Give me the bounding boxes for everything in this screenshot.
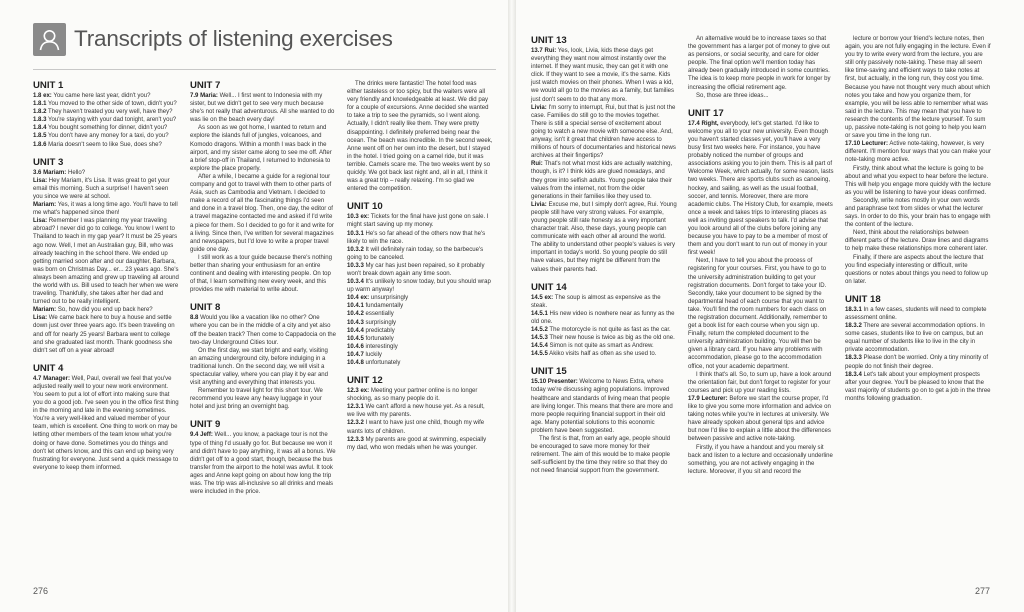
header-divider (33, 69, 496, 70)
line-text: It's unlikely to snow today, but you should wrap up warm anyway! (347, 279, 491, 294)
line-text: You came here last year, didn't you? (51, 93, 151, 99)
unit-heading: UNIT 3 (33, 156, 64, 168)
line-label: 14.5 ex: (531, 294, 554, 301)
line-label: 12.3.2 (347, 420, 364, 427)
line-text: unfortunately (363, 360, 401, 366)
transcript-section (688, 108, 834, 476)
transcript-section (33, 157, 179, 355)
line-label: 1.8.1 (33, 101, 47, 108)
transcript-line (190, 124, 336, 173)
transcript-line (347, 278, 493, 294)
transcript-line (33, 100, 179, 108)
line-text: Next, I have to tell you about the process of registering for your courses. First, you have to go to the university administration building to get your registration documents. Don't forget to take your ID. Secondly, take your document to be signed by the departmental head of each course that you want to take. You'll find the room numbers for each class on the registration document. Additionally, remember to get a book list for each course when you sign up. Finally, return the completed document to the university administration building. You will then be given a library card. If you have any problems with accommodation, please go to the accommodation office, not your academic department. (688, 258, 828, 370)
page-title: Transcripts of listening exercises (74, 26, 393, 51)
line-text: That's not what most kids are actually watching, though, is it? I think kids are glued nowadays, and they grow into selfish adults. Young people take their values from the internet, not from the older generations in their families like they used to. (531, 161, 673, 200)
transcript-section (190, 302, 336, 411)
line-label: 1.8.6 (33, 141, 47, 148)
unit-heading: UNIT 13 (531, 35, 567, 46)
transcript-line (688, 120, 834, 258)
line-text: We came back here to buy a house and settle down just over three years ago. It's been traveling on and off for nearly 25 years! Barbara went to college and she graduated last month. Thank goodness she didn't set off on a year abroad! (33, 315, 175, 354)
line-text: The soup is almost as expensive as the steak. (531, 294, 661, 309)
line-label: 12.3.3 (347, 436, 364, 443)
transcript-line (33, 201, 179, 217)
line-text: Finally, if there are aspects about the lecture that you find especially interesting or difficult, write questions or notes about things you need to follow up on later. (845, 254, 988, 285)
transcript-line (347, 319, 493, 327)
line-text: I think that's all. So, to sum up, have a look around the orientation fair, but don't forget to register for your courses and pick up your reading lists. (688, 371, 832, 394)
page-number-right: 277 (975, 586, 991, 596)
line-text: unsurprisingly (369, 295, 409, 302)
unit-heading: UNIT 12 (347, 375, 383, 387)
transcript-line (845, 35, 991, 140)
line-text: lecture or borrow your friend's lecture notes, then again, you are not fully engaging in the lecture. Even if you try to write every word from the lecture, you are still only passively note-taking. These may all seem like time-saving and efficient ways to take notes at first, but actually, in the long run, they cost you time. Because you have not thought very much about which notes you take and how you organize them, for example, you will be less able to remember what was said in the lecture. This may mean that you have to research the contents of the lecture yourself. To sum up, passive note-taking is not going to help you learn or save you time in the long run. (845, 36, 991, 140)
line-text: Next, think about the relationships between different parts of the lecture. Draw lines and diagrams to help make these relationships more coherent later. (845, 230, 989, 253)
unit-heading: UNIT 17 (688, 107, 724, 119)
line-text: Secondly, write notes mostly in your own words and paraphrase text from slides or what the lecturer says. In order to do this, your brain has to engage with the content of the lecture. (845, 197, 991, 229)
line-text: I still work as a tour guide because there's nothing better than sharing your enthusiasm for an entire continent and dealing with interesting people. On top of that, I learn something new every week, and this provides me with material to write about. (190, 254, 332, 294)
person-head-icon (33, 23, 66, 56)
transcript-line (688, 92, 834, 100)
transcript-line (33, 169, 179, 177)
line-text: There are several accommodation options. In some cases, students like to live on campus, but an equal number of students like to live in the city in private accommodation. (845, 323, 985, 354)
transcript-line (531, 201, 677, 274)
line-label: Lisa: (33, 177, 48, 184)
line-label: 1.8 ex: (33, 93, 52, 99)
line-label: 17.4 Right, (688, 120, 719, 127)
line-text: Simon is not quite as smart as Andrew. (547, 343, 654, 350)
line-label: 14.5.2 (531, 327, 548, 333)
transcript-line (845, 229, 991, 253)
column-1 (33, 80, 179, 480)
line-text: Before we start the course proper, I'd like to give you some more information and advice on taking notes while you're in lectures at university. We have already spoken about general tips and advice but now I'd like to explain a little about the differences between passive and active note-taking. (688, 395, 831, 443)
line-label: 10.4.4 (347, 327, 364, 334)
line-text: He's so far ahead of the others now that he's likely to win the race. (347, 230, 486, 245)
line-label: 10.4.8 (347, 360, 364, 366)
line-label: 18.3.2 (845, 323, 862, 330)
line-label: 10.4.1 (347, 303, 364, 310)
line-text: As soon as we got home, I wanted to return and explore the islands full of jungles, volcanoes, and Komodo dragons. Within a month I was back in the airport, and my sister came along to see me off. After a brief stop-off in Thailand, I returned to Indonesia to explore the place properly. (190, 125, 332, 172)
line-text: In a few cases, students will need to complete assessment online. (845, 306, 987, 321)
line-text: interestingly (363, 343, 398, 350)
unit-heading: UNIT 9 (190, 419, 221, 431)
unit-heading: UNIT 4 (33, 362, 64, 374)
line-text: Meeting your partner online is no longer shocking, as so many people do it. (347, 388, 478, 403)
transcript-section (347, 80, 493, 193)
unit-heading: UNIT 18 (845, 293, 881, 305)
line-label: 10.4.7 (347, 351, 364, 358)
line-label: Rui: (531, 161, 543, 168)
line-label: 1.8.4 (33, 125, 47, 132)
column-3 (347, 80, 493, 460)
line-text: The drinks were fantastic! The hotel food was either tasteless or too spicy, but the waiters were all very friendly and knowledgeable at least. We did pay for a couple of excursions. Anne decided she wanted to take a trip to see the pyramids, so I went along. Actually, I didn't really like them. They were pretty disappointing. I definitely preferred being near the ocean. The beach was incredible. In the second week, Anne went off on her own into the desert, but I stayed in the hotel. I tried going on a camel ride, but it was terrible. Camels scare me. The two weeks went by so quickly. We got back last night and, all in all, I think it was a great trip – really relaxing. I'm so glad we entered the competition. (347, 81, 493, 193)
transcript-line (190, 431, 336, 496)
transcript-line (688, 395, 834, 444)
column-5 (688, 35, 834, 484)
line-label: 10.3.1 (347, 230, 364, 237)
line-text: fortunately (363, 335, 394, 342)
transcript-section (33, 80, 179, 149)
book-gutter (508, 0, 516, 612)
transcript-line (190, 254, 336, 294)
line-text: Their new house is twice as big as the old one. (547, 335, 675, 342)
line-text: The motorcycle is not quite as fast as the car. (547, 327, 671, 333)
line-text: My parents are good at swimming, especially my dad, who won medals when he was younger. (347, 436, 487, 451)
transcript-line (845, 371, 991, 403)
line-text: Remember to travel light for this short tour. We recommend you leave any heavy luggage in your hotel and just bring an overnight bag. (190, 388, 323, 411)
line-text: Excuse me, but I simply don't agree, Rui. Young people still have very strong values. For example, young people still rate honesty as a very important character trait. Also, these days, young people can communicate with each other all around the world. The ability to understand other people's values is very important in today's world. So young people do still have values, but they might be different from the values their parents had. (531, 201, 677, 273)
unit-heading: UNIT 15 (531, 366, 567, 378)
transcript-section (347, 375, 493, 452)
line-text: Active note-taking, however, is very different. I'll mention four ways that you can make your note-taking more active. (845, 141, 991, 164)
transcript-line (190, 173, 336, 254)
line-text: After a while, I became a guide for a regional tour company and got to travel with them to other parts of Asia, such as Cambodia and Vietnam. I decided to make a record of all the fascinating things I'd seen and done in a travel blog. Then, one day, the editor of a travel magazine contacted me and asked if I'd write a piece for them. So I decided to go for it and write for a living. Since then, I've written for several magazines and newspapers, but I'd love to write a proper travel guide one day. (190, 173, 334, 253)
transcript-line (190, 314, 336, 346)
line-label: 18.3.1 (845, 306, 862, 313)
transcript-section (190, 80, 336, 294)
transcript-line (33, 108, 179, 116)
line-text: It will definitely rain today, so the barbecue's going to be canceled. (347, 246, 484, 261)
transcript-section (347, 201, 493, 367)
transcript-line (33, 314, 179, 354)
line-label: 14.5.1 (531, 310, 548, 317)
transcript-line (33, 116, 179, 124)
transcript-line (845, 165, 991, 197)
transcript-line (347, 302, 493, 310)
transcript-line (33, 306, 179, 314)
line-label: 12.3 ex: (347, 388, 370, 395)
line-text: Remember I was planning my year traveling abroad? I never did go to college. You know I went to Thailand to teach in my gap year? It must be 25 years ago now. Well, I met an Australian guy, Bill, who was already teaching in the school there. We ended up getting married soon after and our daughter, Barbara, was born on Christmas Day... er... 23 years ago. She's always been amazing and grew up traveling all around the world with us. Bill used to teach her when we were traveling. Thankfully, she takes after her dad and turned out to be really intelligent. (33, 218, 179, 306)
transcript-line (531, 47, 677, 104)
transcript-line (531, 378, 677, 435)
transcript-line (531, 334, 677, 342)
transcript-line (845, 254, 991, 286)
line-label: 1.8.2 (33, 109, 47, 116)
line-text: Hello? (66, 169, 86, 176)
transcript-section (190, 419, 336, 496)
line-label: 9.4 Jeff: (190, 432, 213, 439)
line-text: Maria doesn't seem to like Sue, does she? (46, 141, 162, 148)
line-label: Livia: (531, 201, 547, 208)
line-text: We can't afford a new house yet. As a result, we live with my parents. (347, 404, 485, 419)
line-label: 14.5.5 (531, 351, 548, 358)
page-number-left: 276 (33, 586, 49, 596)
transcript-line (347, 262, 493, 278)
line-label: 10.4.6 (347, 343, 364, 350)
line-label: 17.10 Lecturer: (845, 141, 889, 148)
line-text: You moved to the other side of town, didn't you? (46, 101, 177, 108)
unit-heading: UNIT 14 (531, 281, 567, 293)
transcript-line (33, 375, 179, 472)
line-text: Yes, look, Livia, kids these days get everything they want now almost instantly over the internet. If they want music, they can get it with one click. If they want to see a movie, it's the same. Kids just watch movies on their phones. When I was a kid, we would all go to the movies as a family, but families just don't seem to do that any more. (531, 48, 675, 103)
line-label: 15.10 Presenter: (531, 379, 578, 386)
line-text: everybody, let's get started. I'd like to welcome you all to your new university. Even though you haven't started classes yet, you'll have a very busy first two weeks here. For instance, you have probably noticed the number of groups and associations asking you to join them. This is all part of Welcome Week, which actually, for some reason, lasts two weeks. There are sports clubs such as canoeing, hockey, and sailing, as well as the usual football, soccer, and tennis. Moreover, there are more academic clubs. The History Club, for example, meets once a week and takes trips to interesting places as well as inviting guest speakers to talk. I'd advise that you look around all of the clubs before joining any because you have to pay to be a member of most of them and you don't want to run out of money in your first week! (688, 120, 834, 257)
line-text: Well... I first went to Indonesia with my sister, but we didn't get to see very much because she's not really that adventurous. All she wanted to do was lie on the beach every day! (190, 93, 335, 124)
transcript-section (531, 366, 677, 475)
transcript-section (845, 294, 991, 403)
line-text: Firstly, think about what the lecture is going to be about and what you expect to hear before the lecture. This will help you engage more quickly with the lecture as you will be listening to have your ideas confirmed. (845, 165, 991, 196)
transcript-line (531, 294, 677, 310)
transcript-line (688, 35, 834, 92)
line-label: 14.5.4 (531, 343, 548, 350)
transcript-line (347, 436, 493, 452)
transcript-line (531, 326, 677, 334)
transcript-line (688, 257, 834, 370)
line-label: 8.8 (190, 315, 199, 322)
line-label: 10.3.4 (347, 279, 364, 286)
line-text: predictably (363, 327, 395, 334)
transcript-line (347, 343, 493, 351)
transcript-line (347, 213, 493, 229)
line-label: 10.4.3 (347, 319, 364, 326)
line-text: Would you like a vacation like no other? One where you can be in the middle of a city and yet also off the beaten track? Then come to Cappadocia on the two-day Underground Cities tour. (190, 315, 337, 346)
unit-heading: UNIT 1 (33, 80, 64, 91)
transcript-line (845, 322, 991, 354)
transcript-line (33, 132, 179, 140)
transcript-line (347, 419, 493, 435)
line-text: Well, Paul, overall we feel that you've adjusted really well to your new work environment. You seem to put a lot of effort into making sure that you do a good job. I've seen you in the office first thing in the morning and late in the evening sometimes. You're a very well-liked and valued member of your team, which is excellent. One thing to work on may be letting other members of the team know what you're doing or have done. Sometimes you do things and don't let others know, and this can end up being very frustrating for everyone. Just send a quick message to everyone to keep them informed. (33, 375, 179, 471)
line-text: My car has just been repaired, so it probably won't break down again any time soon. (347, 262, 485, 277)
transcript-line (347, 294, 493, 302)
transcript-line (531, 435, 677, 475)
transcript-section (845, 35, 991, 286)
line-text: On the first day, we start bright and early, visiting an amazing underground city, before indulging in a traditional lunch. On the second day, we will visit a spectacular valley, where you can play it by ear and visit anything and everything that interests you. (190, 347, 329, 387)
line-label: 1.8.3 (33, 117, 47, 124)
transcript-line (347, 327, 493, 335)
transcript-line (531, 104, 677, 161)
transcript-line (33, 141, 179, 149)
transcript-line (190, 92, 336, 124)
line-text: You bought something for dinner, didn't you? (46, 125, 168, 132)
line-text: I'm sorry to interrupt, Rui, but that is just not the case. Families do still go to the movies together. There is still a special sense of excitement about going to watch a new movie with someone else. And, anyway, isn't it great that children have access to millions of hours of documentaries and historical news archives at their fingertips? (531, 104, 676, 160)
transcript-section (531, 35, 677, 274)
transcript-line (845, 140, 991, 164)
transcript-line (33, 217, 179, 306)
transcript-line (33, 92, 179, 100)
line-text: Tickets for the final have just gone on sale. I might start saving up my money. (347, 214, 489, 229)
line-label: 10.3.2 (347, 246, 364, 253)
line-text: Let's talk about your employment prospects after your degree. You'll be pleased to know that the vast majority of students go on to get a job in the three months following graduation. (845, 371, 991, 402)
transcript-line (688, 444, 834, 476)
line-text: So, how did you end up back here? (56, 307, 153, 314)
line-text: His new video is nowhere near as funny as the old one. (531, 310, 675, 325)
line-text: Well... you know, a package tour is not the type of thing I'd usually go for. But because we won it and didn't have to pay anything, it was all a bonus. We didn't get off to a good start, though, because the bus transfer from the airport to the hotel was awful. It took ages and Anne kept going on about how long the trip was. The trip was all-inclusive so all drinks and meals were included in the price. (190, 432, 336, 496)
column-6 (845, 35, 991, 411)
line-text: Hey Mariam, it's Lisa. It was great to get your email this morning. Such a surprise! I haven't seen you since we were at school. (33, 177, 170, 200)
line-label: 4.7 Manager: (33, 375, 70, 382)
line-label: 3.6 Mariam: (33, 169, 67, 176)
line-text: You don't have any money for a taxi, do you? (46, 133, 169, 140)
line-text: Akiko visits half as often as she used to. (547, 351, 657, 358)
line-label: 10.3 ex: (347, 214, 370, 221)
line-label: 7.9 Maria: (190, 93, 218, 99)
line-label: Mariam: (33, 307, 57, 314)
line-label: 10.4.5 (347, 335, 364, 342)
column-2 (190, 80, 336, 504)
line-label: 18.3.4 (845, 371, 862, 378)
transcript-section (33, 363, 179, 472)
transcript-line (845, 306, 991, 322)
transcript-line (845, 354, 991, 370)
transcript-line (531, 310, 677, 326)
transcript-line (190, 347, 336, 387)
line-text: They haven't treated you very well, have they? (46, 109, 173, 116)
transcript-line (347, 310, 493, 318)
transcript-line (347, 387, 493, 403)
transcript-section (531, 282, 677, 359)
transcript-line (845, 197, 991, 229)
line-label: Lisa: (33, 218, 48, 225)
line-text: surprisingly (363, 319, 397, 326)
line-label: 14.5.3 (531, 335, 548, 342)
transcript-line (688, 371, 834, 395)
transcript-line (347, 359, 493, 367)
transcript-line (347, 80, 493, 193)
line-label: Lisa: (33, 315, 48, 322)
line-text: You're staying with your dad tonight, aren't you? (46, 117, 177, 124)
line-label: 10.3.3 (347, 262, 364, 269)
transcript-line (531, 160, 677, 200)
transcript-line (347, 335, 493, 343)
line-label: Livia: (531, 104, 547, 111)
column-4 (531, 35, 677, 484)
line-label: 17.9 Lecturer: (688, 395, 728, 402)
line-text: So, those are three ideas... (696, 92, 769, 99)
line-text: The first is that, from an early age, people should be encouraged to save more money for their retirement. The aim of this would be to make people self-sufficient by the time they retire so that they do not need financial support from the government. (531, 436, 671, 475)
transcript-line (190, 387, 336, 411)
line-label: 18.3.3 (845, 355, 862, 362)
line-text: Firstly, if you have a handout and you merely sit back and listen to a lecture and occasionally underline something, you are not actively engaging in the lecture. Moreover, if you sit and record the (688, 444, 833, 475)
line-text: Welcome to News Extra, where today we're discussing aging populations. Improved healthcare and standards of living mean that people are living longer. This means that there are more and more people requiring financial support in their old age. Many potential solutions to this economic problem have been suggested. (531, 379, 673, 434)
transcript-line (33, 124, 179, 132)
line-label: 12.3.1 (347, 404, 364, 411)
line-text: Yes, it was a long time ago. You'll have to tell me what's happened since then! (33, 202, 178, 217)
line-text: fundamentally (363, 303, 404, 310)
transcript-section (688, 35, 834, 100)
unit-heading: UNIT 10 (347, 201, 383, 213)
line-label: 10.4.2 (347, 311, 364, 318)
line-text: essentially (363, 311, 394, 318)
transcript-line (347, 246, 493, 262)
line-text: An alternative would be to increase taxes so that the government has a larger pot of money to give out as pensions, or social security, and care for older people. The final option we'll mention today has already been gradually introduced in some countries. The idea is to keep more people in work for longer by increasing the official retirement age. (688, 36, 831, 91)
transcript-line (33, 177, 179, 201)
line-label: 1.8.5 (33, 133, 47, 140)
transcript-line (531, 342, 677, 350)
page-header (33, 22, 393, 56)
transcript-line (347, 230, 493, 246)
line-text: Please don't be worried. Only a tiny minority of people do not finish their degree. (845, 355, 988, 370)
line-text: luckily (363, 351, 382, 358)
line-text: I want to have just one child, though my wife wants lots of children. (347, 420, 485, 435)
line-label: 13.7 Rui: (531, 48, 557, 54)
unit-heading: UNIT 8 (190, 302, 221, 314)
line-label: Mariam: (33, 202, 57, 209)
unit-heading: UNIT 7 (190, 80, 221, 91)
line-label: 10.4 ex: (347, 295, 370, 302)
transcript-line (347, 351, 493, 359)
transcript-line (531, 350, 677, 358)
transcript-line (347, 403, 493, 419)
